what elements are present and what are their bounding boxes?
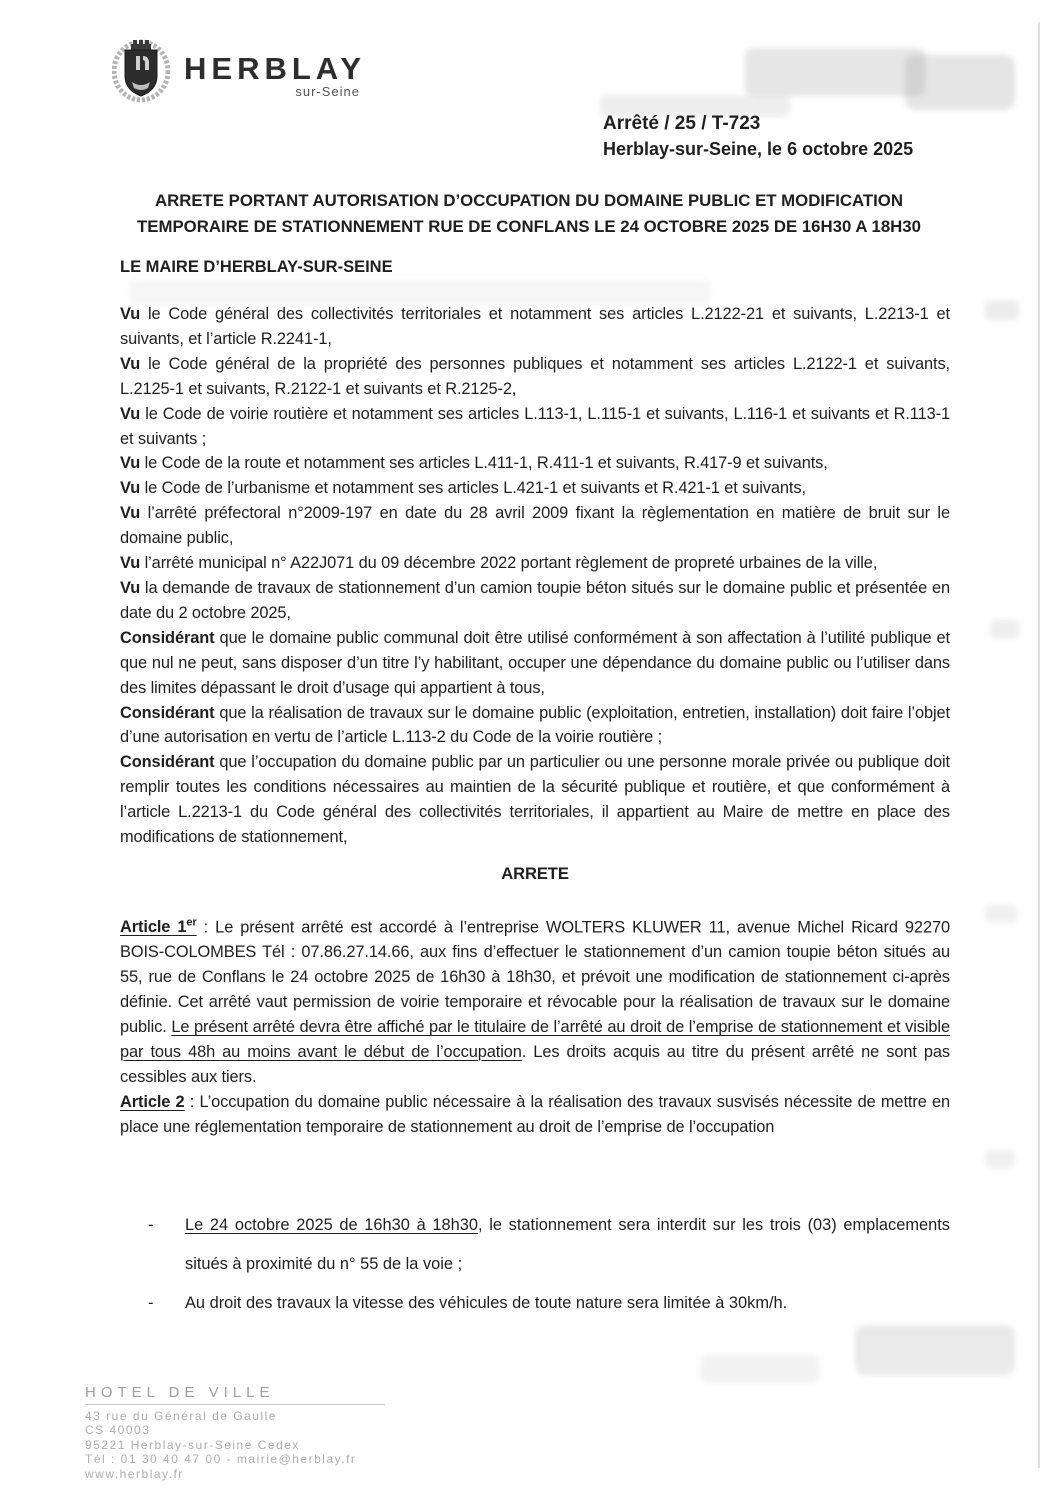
logo-city-name: HERBLAY bbox=[184, 51, 366, 86]
scan-artifact bbox=[855, 1325, 1015, 1375]
logo-subtitle: sur-Seine bbox=[295, 84, 360, 99]
dash-bullet: - bbox=[148, 1294, 154, 1312]
posting-obligation-underlined: Le présent arrêté devra être affiché par le titulaire de l’arrêté au droit de l’emprise de stationnement et visible par tous 48h au moins avant le début de l’occupation bbox=[120, 1017, 950, 1061]
article-1: Article 1er : Le présent arrêté est accordé à l’entreprise WOLTERS KLUWER 11, avenue Michel Ricard 92270 BOIS-COLOMBES Tél : 07.86.27.14.66, aux fins d’effectuer le stationnement d’un camion toupie béton situés au 55, rue de Conflans le 24 octobre 2025 de 16h30 à 18h30, et prévoit une modification de stationnement ci-après définie. Cet arrêté vaut permission de voirie temporaire et révocable pour la réalisation de travaux sur le domaine public. Le présent arrêté devra être affiché par le titulaire de l’arrêté au droit de l’emprise de stationnement et visible par tous 48h au moins avant le début de l’occupation. Les droits acquis au titre du présent arrêté ne sont pas cessibles aux tiers. bbox=[120, 916, 950, 1086]
coat-of-arms-icon bbox=[112, 38, 170, 102]
recital: Vu l’arrêté municipal n° A22J071 du 09 décembre 2022 portant règlement de propreté urbaines de la ville, bbox=[120, 554, 878, 573]
scan-artifact bbox=[700, 1355, 820, 1383]
footer-address-line: 95221 Herblay-sur-Seine Cedex bbox=[85, 1437, 300, 1452]
recital: Vu la demande de travaux de stationnement d’un camion toupie béton situés sur le domaine public et présentée en date du 2 octobre 2025, bbox=[120, 578, 950, 622]
scan-artifact bbox=[745, 48, 925, 96]
recital: Vu le Code de voirie routière et notamment ses articles L.113-1, L.115-1 et suivants, L.116-1 et suivants et R.113-1 et suivants ; bbox=[120, 404, 950, 448]
recital: Vu le Code général des collectivités territoriales et notamment ses articles L.2122-21 et suivants, L.2213-1 et suivants, et l’article R.2241-1, bbox=[120, 305, 950, 348]
scan-edge-line bbox=[1038, 22, 1040, 1468]
footer-address-line: 43 rue du Général de Gaulle bbox=[85, 1408, 277, 1423]
recital: Vu l’arrêté préfectoral n°2009-197 en date du 28 avril 2009 fixant la règlementation en matière de bruit sur le domaine public, bbox=[120, 504, 950, 548]
footer-address-line: CS 40003 bbox=[85, 1423, 151, 1437]
city-logo bbox=[112, 36, 366, 102]
scan-artifact bbox=[990, 620, 1020, 638]
footer-contact-line: Tél : 01 30 40 47 00 - mairie@herblay.fr bbox=[85, 1452, 357, 1466]
restriction-period-underlined: Le 24 octobre 2025 de 16h30 à 18h30 bbox=[185, 1216, 478, 1234]
document-reference-block bbox=[603, 112, 913, 162]
decree-number: Arrêté / 25 / T-723 bbox=[603, 113, 761, 134]
decision-heading: ARRETE bbox=[501, 863, 569, 883]
logo-text bbox=[184, 36, 366, 99]
dash-bullet: - bbox=[148, 1216, 154, 1234]
footer-website: www.herblay.fr bbox=[85, 1466, 184, 1481]
document-body bbox=[120, 302, 950, 1139]
list-item: - Au droit des travaux la vitesse des véhicules de toute nature sera limitée à 30km/h. bbox=[148, 1284, 950, 1323]
scan-artifact bbox=[905, 55, 1015, 110]
recital: Considérant que la réalisation de travaux sur le domaine public (exploitation, entretien, installation) doit faire l’objet d’une autorisation en vertu de l’article L.113-2 du Code de la voirie routière ; bbox=[120, 703, 950, 747]
place-and-date: Herblay-sur-Seine, le 6 octobre 2025 bbox=[603, 139, 914, 159]
document-title: ARRETE PORTANT AUTORISATION D’OCCUPATION DU DOMAINE PUBLIC ET MODIFICATION TEMPORAIRE DE STATIONNEMENT RUE DE CONFLANS LE 24 OCTOBRE 2025 DE 16H30 A 18H30 bbox=[137, 191, 921, 236]
recital: Vu le Code de l’urbanisme et notamment ses articles L.421-1 et suivants et R.421-1 et suivants, bbox=[120, 479, 806, 498]
recital: Considérant que l’occupation du domaine public par un particulier ou une personne morale privée ou publique doit remplir toutes les conditions nécessaires au maintien de la sécurité publique et routière, et que conformément à l’article L.2213-1 du Code général des collectivités territoriales, il appartient au Maire de mettre en place des modifications de stationnement, bbox=[120, 753, 950, 847]
city-hall-footer bbox=[85, 1386, 385, 1481]
footer-title: HOTEL DE VILLE bbox=[85, 1386, 385, 1405]
recital: Considérant que le domaine public communal doit être utilisé conformément à son affectation à l’utilité publique et que nul ne peut, sans disposer d’un titre l’y habilitant, occuper une dépendance du domaine public ou l’utiliser dans des limites dépassant le droit d’usage qui appartient à tous, bbox=[120, 628, 950, 697]
issuing-authority: LE MAIRE D’HERBLAY-SUR-SEINE bbox=[120, 258, 393, 276]
recital: Vu le Code général de la propriété des personnes publiques et notamment ses articles L.2122-1 et suivants, L.2125-1 et suivants, R.2122-1 et suivants et R.2125-2, bbox=[120, 354, 950, 398]
scan-artifact bbox=[985, 905, 1017, 923]
parking-restrictions-list bbox=[148, 1206, 950, 1323]
scan-artifact bbox=[985, 1150, 1015, 1168]
list-item: - Le 24 octobre 2025 de 16h30 à 18h30, le stationnement sera interdit sur les trois (03) emplacements situés à proximité du n° 55 de la voie ; bbox=[148, 1206, 950, 1284]
article-2: Article 2 : L’occupation du domaine public nécessaire à la réalisation des travaux susvisés nécessite de mettre en place une réglementation temporaire de stationnement au droit de l’emprise de l’occupation bbox=[120, 1092, 950, 1136]
scan-artifact bbox=[985, 300, 1019, 320]
recital: Vu le Code de la route et notamment ses articles L.411-1, R.411-1 et suivants, R.417-9 et suivants, bbox=[120, 454, 828, 473]
